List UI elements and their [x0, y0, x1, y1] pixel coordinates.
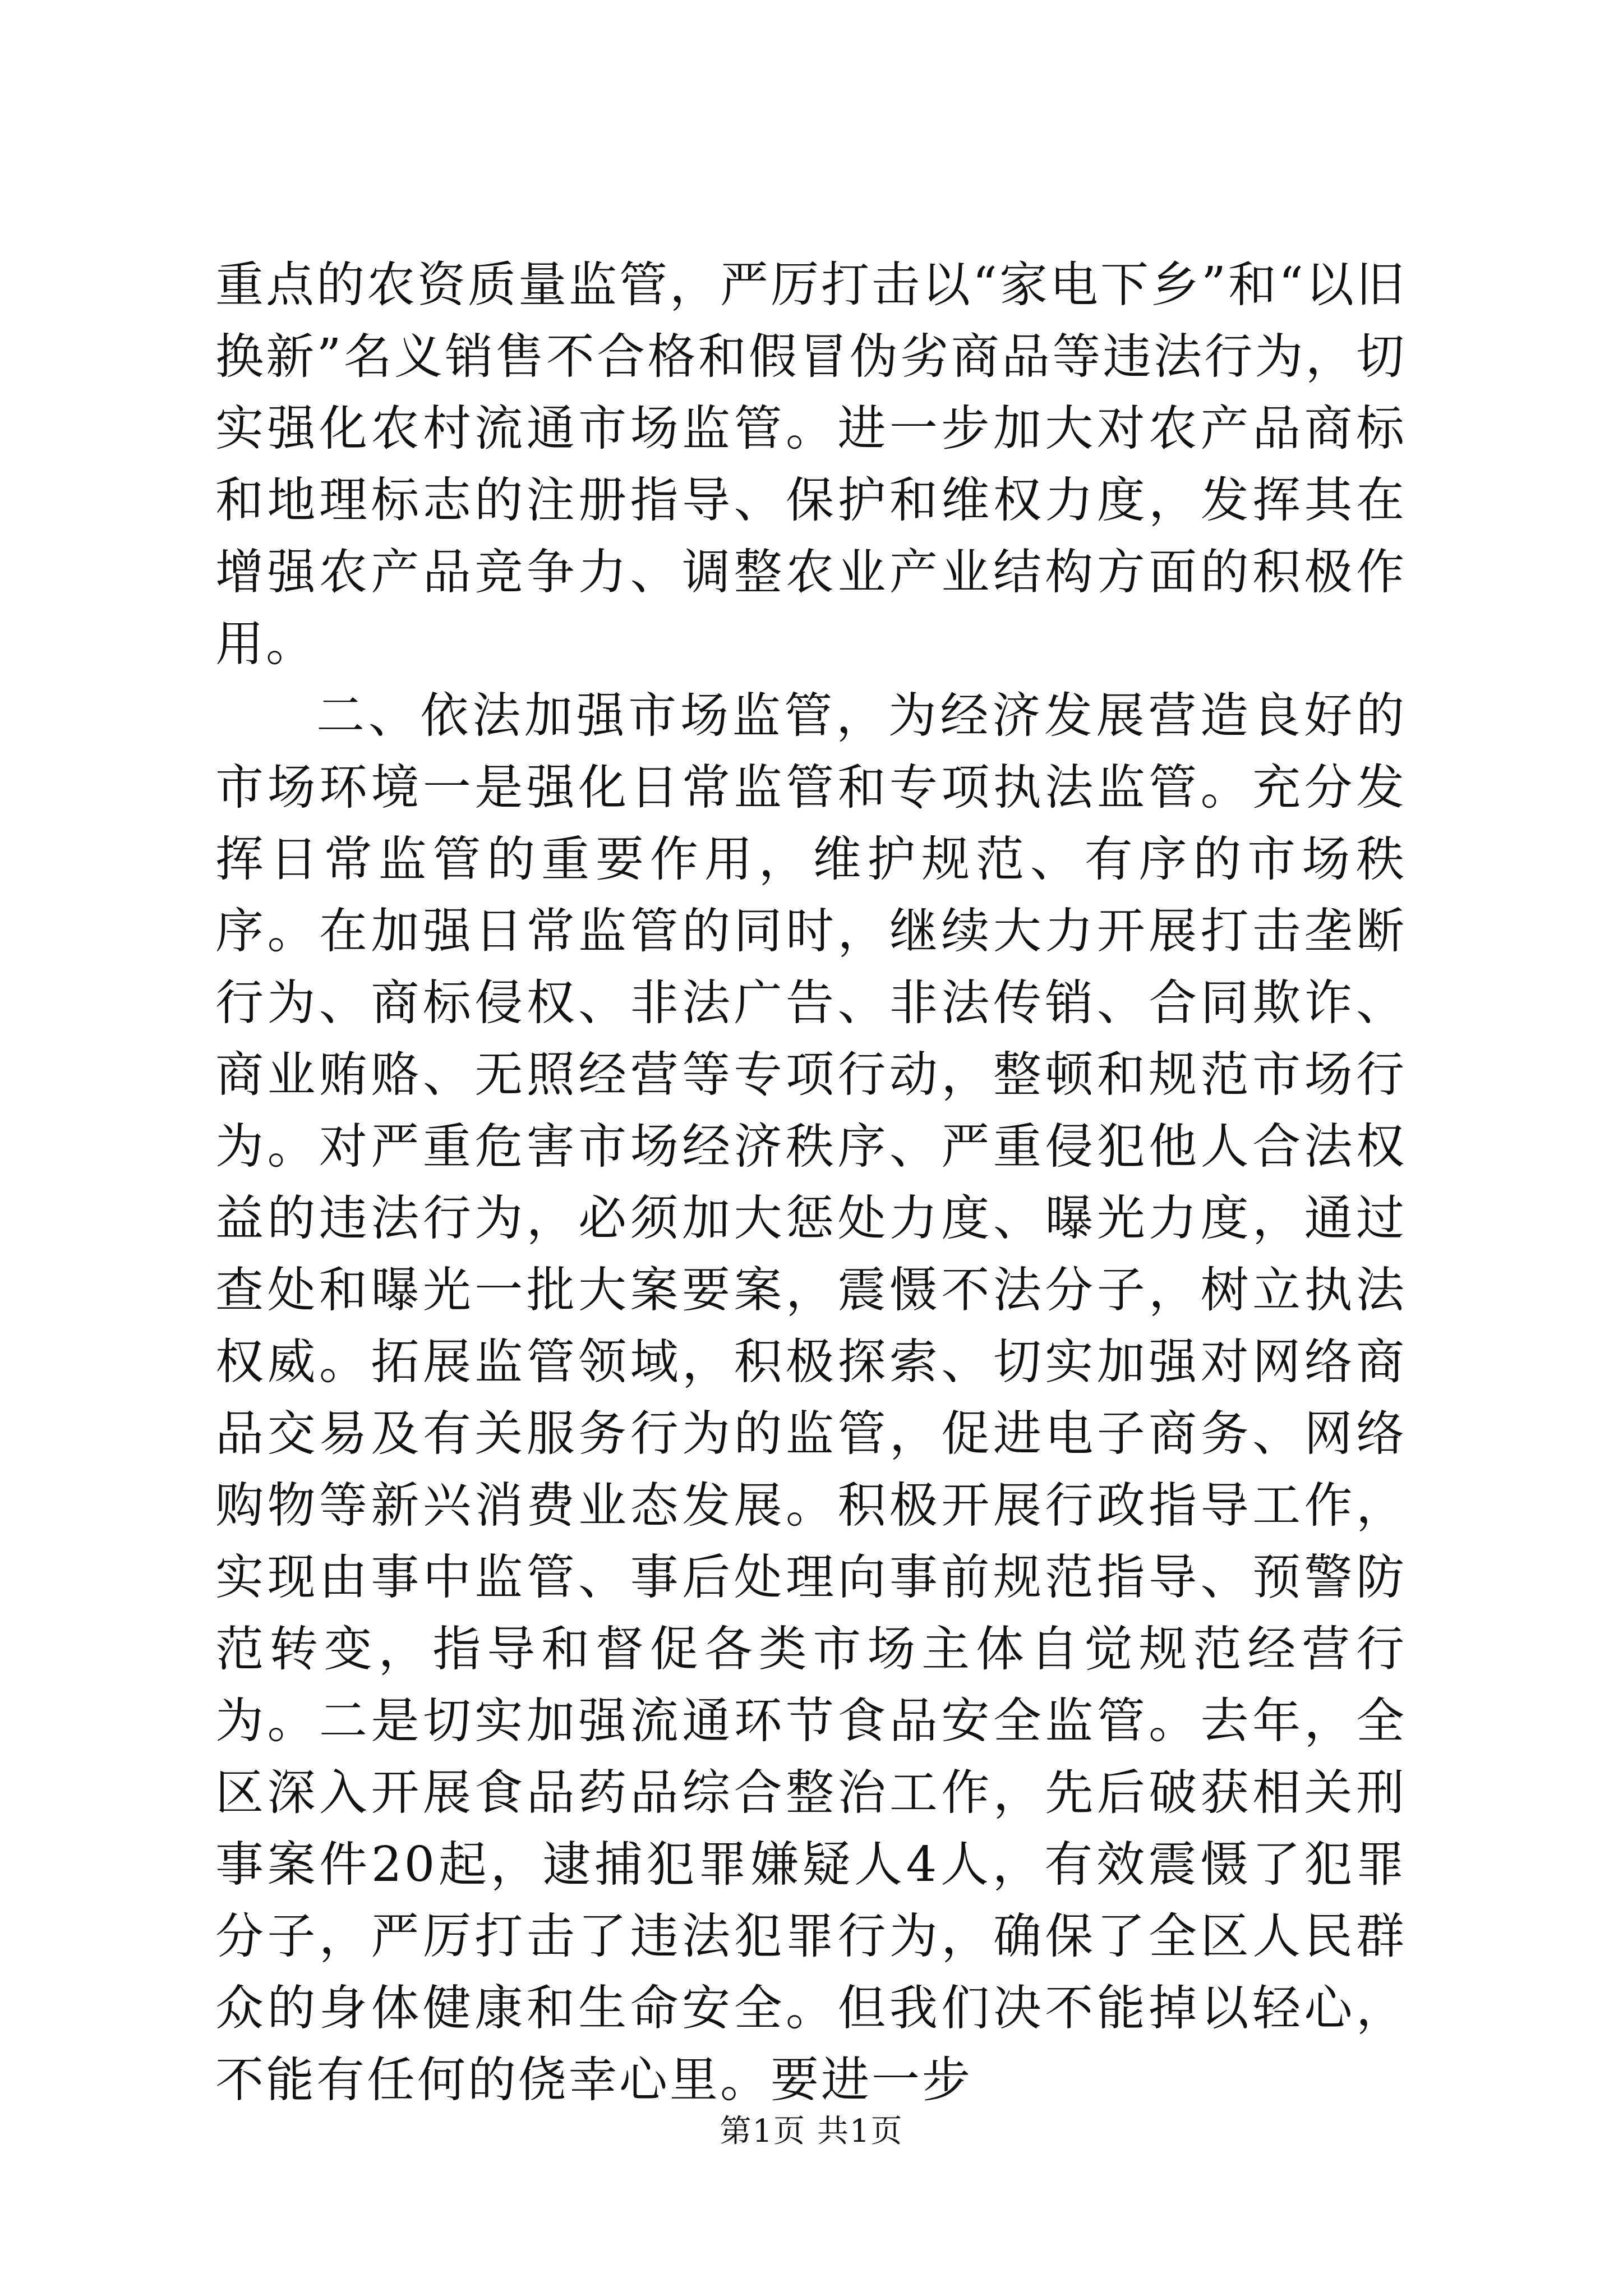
document-body [215, 249, 1407, 2116]
paragraph-2: 二、依法加强市场监管，为经济发展营造良好的市场环境一是强化日常监管和专项执法监管。充分发挥日常监管的重要作用，维护规范、有序的市场秩序。在加强日常监管的同时，继续大力开展打击垄断行为、商标侵权、非法广告、非法传销、合同欺诈、商业贿赂、无照经营等专项行动，整顿和规范市场行为。对严重危害市场经济秩序、严重侵犯他人合法权益的违法行为，必须加大惩处力度、曝光力度，通过查处和曝光一批大案要案，震慑不法分子，树立执法权威。拓展监管领域，积极探索、切实加强对网络商品交易及有关服务行为的监管，促进电子商务、网络购物等新兴消费业态发展。积极开展行政指导工作，实现由事中监管、事后处理向事前规范指导、预警防范转变，指导和督促各类市场主体自觉规范经营行为。二是切实加强流通环节食品安全监管。去年，全区深入开展食品药品综合整治工作，先后破获相关刑事案件20起，逮捕犯罪嫌疑人4人，有效震慑了犯罪分子，严厉打击了违法犯罪行为，确保了全区人民群众的身体健康和生命安全。但我们决不能掉以轻心，不能有任何的侥幸心里。要进一步 [215, 688, 1407, 2108]
paragraph-1: 重点的农资质量监管，严厉打击以“家电下乡”和“以旧换新”名义销售不合格和假冒伪劣商品等违法行为，切实强化农村流通市场监管。进一步加大对农产品商标和地理标志的注册指导、保护和维权力度，发挥其在增强农产品竞争力、调整农业产业结构方面的积极作用。 [215, 257, 1407, 672]
page-footer: 第1页 共1页 [720, 2113, 903, 2150]
